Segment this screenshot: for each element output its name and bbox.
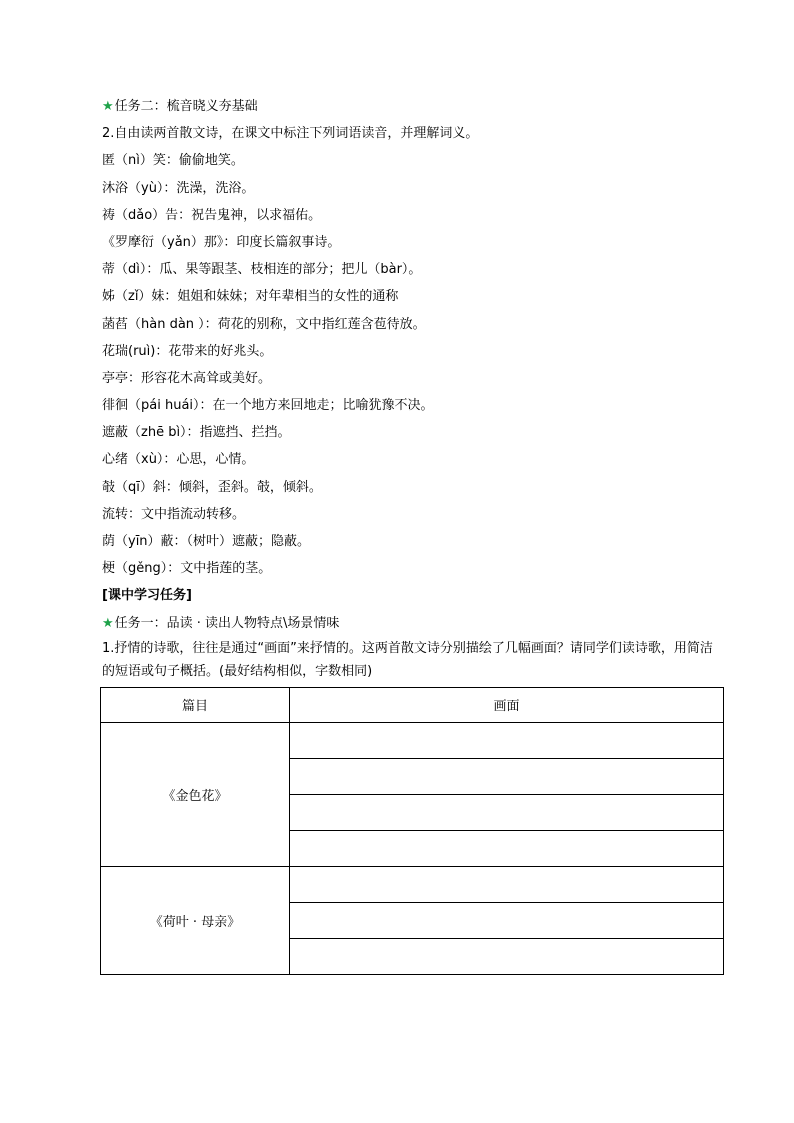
poem-title-cell: 《金色花》 [101,722,290,866]
table-row [101,866,724,902]
poem-title-cell: 《荷叶 · 母亲》 [101,866,290,974]
task-title: 任务一：品读 · 读出人物特点\场景情味 [114,615,340,631]
star-icon: ★ [102,99,114,114]
vocab-item: 姊（zǐ）妹：姐姐和妹妹；对年辈相当的女性的通称 [102,289,399,305]
answer-cell[interactable] [290,830,724,866]
instruction-text: 2.自由读两首散文诗，在课文中标注下列词语读音，并理解词义。 [102,126,479,142]
vocab-item: 祷（dǎo）告：祝告鬼神，以求福佑。 [102,207,322,223]
vocab-item: 蒂（dì）：瓜、果等跟茎、枝相连的部分；把儿（bàr）。 [102,262,422,278]
vocab-item: 徘徊（pái huái）：在一个地方来回地走；比喻犹豫不决。 [102,398,434,414]
task-heading [102,93,724,120]
answer-cell[interactable] [290,866,724,902]
vocab-item: 遮蔽（zhē bì）：指遮挡、拦挡。 [102,425,291,441]
table-header-scene: 画面 [290,687,724,722]
answer-cell[interactable] [290,722,724,758]
vocab-item: 心绪（xù）：心思，心情。 [102,452,255,468]
vocab-item: 匿（nì）笑：偷偷地笑。 [102,153,244,169]
vocab-item: 荫（yīn）蔽：（树叶）遮蔽；隐蔽。 [102,534,311,549]
question-text: 1.抒情的诗歌，往往是通过“画面”来抒情的。这两首散文诗分别描绘了几幅画面？请同学们读诗歌，用简洁的短语或句子概括。(最好结构相似，字数相同) [102,640,713,679]
summary-table [100,687,724,975]
vocab-item: 亭亭：形容花木高耸或美好。 [102,370,272,386]
table-row [101,722,724,758]
vocab-item: 梗（gěng）：文中指莲的茎。 [102,561,272,577]
answer-cell[interactable] [290,758,724,794]
vocab-item: 《罗摩衍（yǎn）那》：印度长篇叙事诗。 [102,234,341,250]
vocab-item: 花瑞(ruì)：花带来的好兆头。 [102,343,273,359]
content-area [102,93,724,975]
vocab-item: 攲（qī）斜：倾斜，歪斜。攲，倾斜。 [102,479,322,495]
task-title: 任务二：梳音晓义夯基础 [114,99,258,114]
answer-cell[interactable] [290,902,724,938]
answer-cell[interactable] [290,938,724,974]
vocab-item: 沐浴（yù）：洗澡，洗浴。 [102,180,255,196]
section-heading: [课中学习任务] [102,588,192,604]
table-header-title: 篇目 [101,687,290,722]
table-header-row [101,687,724,722]
vocab-list [102,147,724,582]
vocab-item: 菡萏（hàn dàn ）：荷花的别称，文中指红莲含苞待放。 [102,316,426,332]
task-heading [102,610,724,637]
star-icon: ★ [102,615,114,631]
vocab-item: 流转：文中指流动转移。 [102,506,246,522]
answer-cell[interactable] [290,794,724,830]
